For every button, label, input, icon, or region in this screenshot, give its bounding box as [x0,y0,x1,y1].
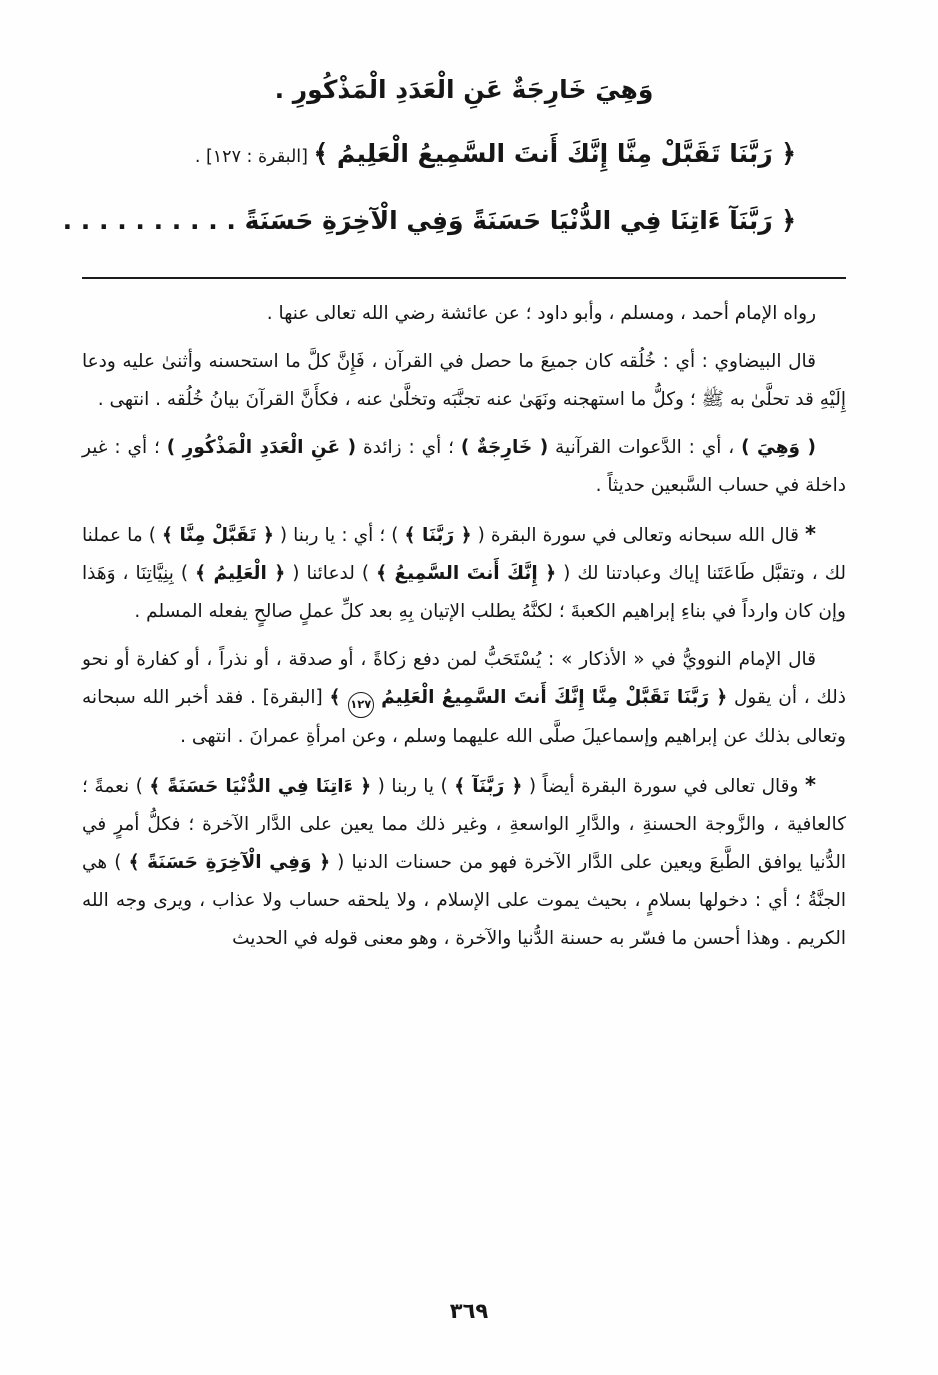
text-run: ) نعمةً ؛ كالعافية ، والزَّوجة الحسنةِ ، والدَّارِ الواسعةِ ، وغير ذلك مما يعين على الدَّار الآخرة ؛ فكلُّ أمرٍ في الدُّنيا يوافق الطَّبعَ ويعين على الدَّار الآخرة فهو من حسنات الدنيا ( [82,776,846,873]
quran-quote: ﴿ رَبَّنَا تَقَبَّلْ مِنَّا إِنَّكَ أَنتَ السَّمِيعُ الْعَلِيمُ [373,687,728,708]
text-run: قال الله سبحانه وتعالى في سورة البقرة ( [471,525,806,546]
quran-quote: ﴿ الْعَلِيمُ ﴾ [195,563,286,584]
text-run: قال الإمام النوويُّ في « الأذكار » : يُسْتَحَبُّ لمن دفع زكاةً ، أو صدقة ، أو نذراً ، أو كفارة أو نحو ذلك ، أن يقول [82,649,847,708]
text-run: رواه الإمام أحمد ، ومسلم ، وأبو داود ؛ عن عائشة رضي الله تعالى عنها . [266,303,816,324]
commentary-paragraph [82,295,846,333]
quran-quote: ﴿ رَبَّنَآ ءَاتِنَا فِي الدُّنْيَا حَسَنَةً وَفِي الْآخِرَةِ حَسَنَةً [244,206,796,235]
text-run: ) بِنِيَّاتِنَا ، وَهَذا وإن كان وارداً في بناءِ إبراهيم الكعبةَ ؛ لكنَّهُ يطلب الإتيان بِهِ بعد كلِّ عملٍ صالحٍ يفعله المسلم . [82,563,846,622]
text-run: قال البيضاوي : أي : خُلُقه كان جميعَ ما حصل في القرآن ، فَإِنَّ كلَّ ما استحسنه وأثنىٰ عليه ودعا إِلَيْهِ قد تحلَّىٰ به ﷺ ؛ وكلُّ ما استهجنه ونَهَىٰ عنه تجنَّبَه وتخلَّىٰ عنه ، فكأَنَّ القرآنَ بيانُ خُلُقه . انتهى . [82,351,846,410]
matn-line [62,189,846,253]
commentary-section [82,295,846,958]
verse-reference: [البقرة : ١٢٧] . [194,147,314,167]
paragraph-star-marker: * [805,773,816,797]
text-run: ) يا ربنا ( [371,776,455,797]
matn-commentary-divider [82,277,846,279]
quran-quote: ( وَهِيَ ) [741,437,816,458]
commentary-paragraph [82,515,846,631]
text-run: ) ما عملنا لك ، وتقبَّل طَاعَتَنا إياك وعبادتنا لك ( [82,525,846,584]
page-number: ٣٦٩ [449,1299,489,1323]
matn-line [82,122,846,189]
text-run: ؛ أي : غير داخلة في حساب السَّبعين حديثاً . [82,437,846,496]
quran-quote: ﴿ رَبَّنَآ ﴾ [454,776,523,797]
text-run: ) ؛ أي : يا ربنا ( [273,525,405,546]
paragraph-star-marker: * [805,522,817,546]
text-run: ) هي الجنَّةُ ؛ أي : دخولها بسلامٍ ، بحيث يموت على الإسلام ، ولا يلحقه حساب ولا عذاب ، ويرى وجه الله الكريم . وهذا أحسن ما فسّر به حسنة الدُّنيا والآخرة ، وهو معنى قوله في الحديث [82,852,846,949]
ellipsis-dots: . . . . . . . . . . [62,206,245,235]
text-run: وَهِيَ خَارِجَةٌ عَنِ الْعَدَدِ الْمَذْكُورِ . [274,75,654,104]
text-run: [البقرة] . فقد أخبر الله سبحانه وتعالى بذلك عن إبراهيم وإسماعيلَ صلَّى الله عليهما وسلم ، وعن امرأةِ عمرانَ . انتهى . [82,687,846,747]
commentary-paragraph [82,343,846,419]
commentary-paragraph [82,429,846,505]
commentary-paragraph [82,641,846,756]
quran-quote: ﴿ وَفِي الْآخِرَةِ حَسَنَةً ﴾ [128,852,331,873]
text-run: ؛ أي : زائدة [356,437,461,458]
ayah-number: ١٢٧ [348,692,374,718]
quran-quote: ﴿ رَبَّنَا تَقَبَّلْ مِنَّا إِنَّكَ أَنتَ السَّمِيعُ الْعَلِيمُ ﴾ [313,139,796,168]
quran-quote: ﴿ ءَاتِنَا فِي الدُّنْيَا حَسَنَةً ﴾ [149,776,372,797]
quran-quote: ( عَنِ الْعَدَدِ الْمَذْكُورِ ) [166,437,357,458]
quran-quote: ﴿ رَبَّنَا ﴾ [404,525,472,546]
quran-quote: ﴾ [329,687,348,708]
quran-quote: ﴿ إِنَّكَ أَنتَ السَّمِيعُ ﴾ [376,563,557,584]
text-run: ، أي : الدَّعوات القرآنية [548,437,742,458]
matn-section [62,58,846,259]
quran-quote: ﴿ تَقَبَّلْ مِنَّا ﴾ [162,525,274,546]
matn-line [82,58,846,122]
text-run: وقال تعالى في سورة البقرة أيضاً ( [522,776,806,797]
page-footer [0,1299,938,1323]
commentary-paragraph [82,766,846,958]
quran-quote: ( خَارِجَةٌ ) [460,437,549,458]
text-run: ) لدعائنا ( [285,563,377,584]
